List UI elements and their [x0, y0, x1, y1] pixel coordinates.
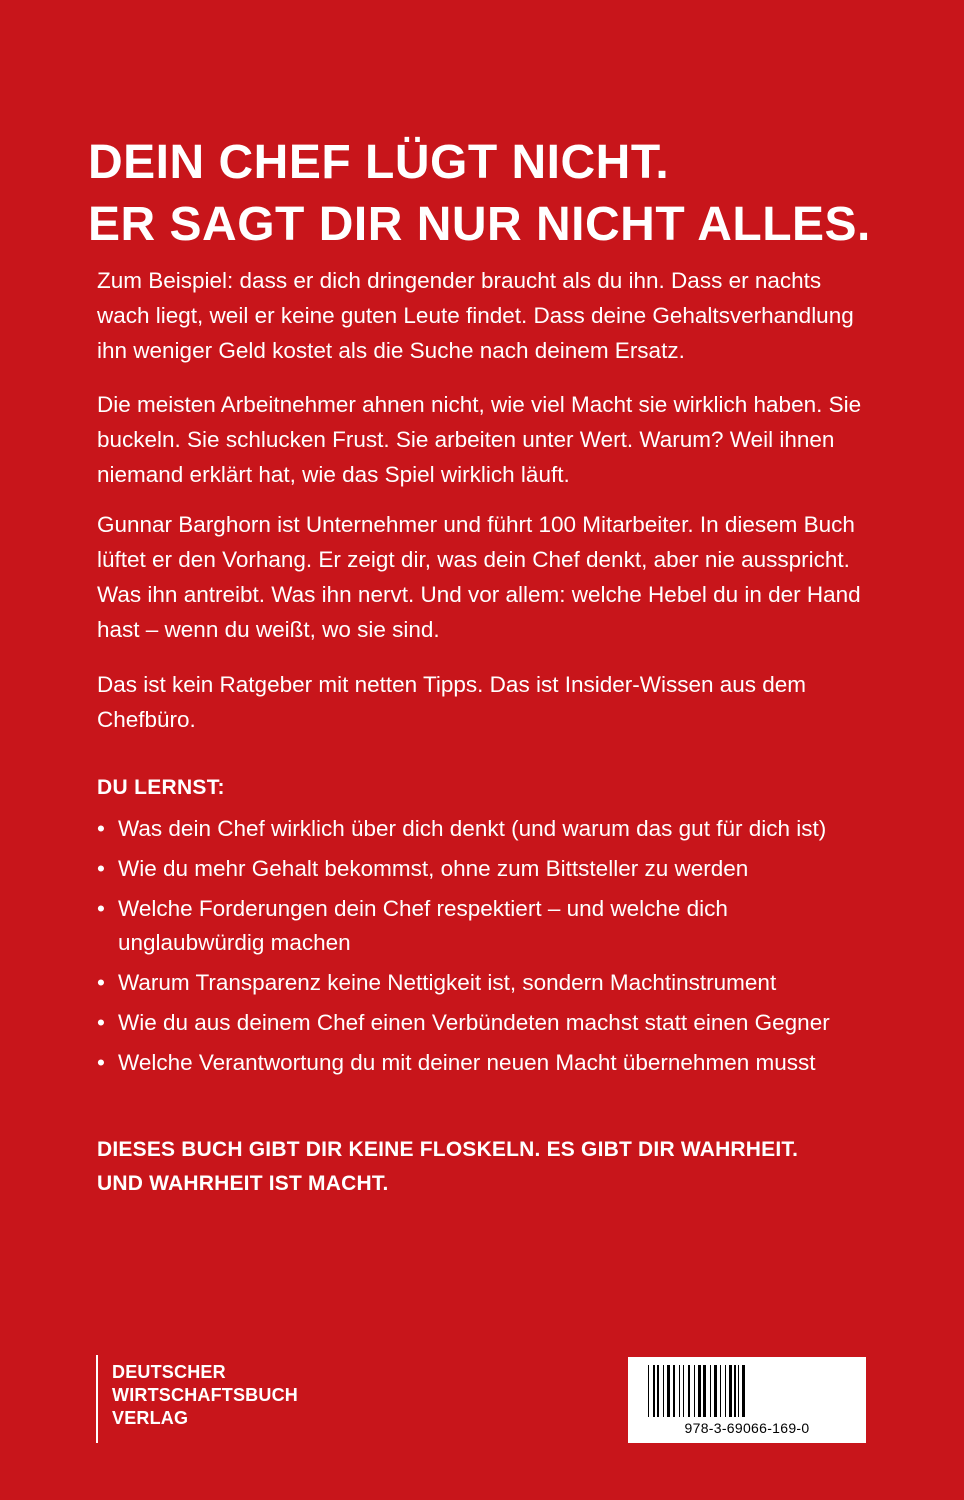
barcode-bar: [725, 1365, 726, 1417]
list-item-text: Wie du aus deinem Chef einen Verbündeten machst statt einen Gegner: [118, 1010, 830, 1035]
paragraph-author: Gunnar Barghorn ist Unternehmer und führt 100 Mitarbeiter. In diesem Buch lüftet er den Vorhang. Er zeigt dir, was dein Chef denkt, aber nie ausspricht. Was ihn antreibt. Was ihn nervt. Und vor allem: welche Hebel du in der Hand hast – wenn du weißt, wo sie sind.: [97, 512, 861, 642]
paragraph-employees: Die meisten Arbeitnehmer ahnen nicht, wie viel Macht sie wirklich haben. Sie buckeln. Sie schlucken Frust. Sie arbeiten unter Wert. Warum? Weil ihnen niemand erklärt hat, wie das Spiel wirklich läuft.: [97, 392, 862, 487]
barcode-bar: [657, 1365, 659, 1417]
bullet-dot-icon: •: [97, 970, 105, 995]
barcode-bar: [653, 1365, 655, 1417]
barcode-bar: [688, 1365, 690, 1417]
barcode-bar: [729, 1365, 732, 1417]
barcode-bar: [710, 1365, 711, 1417]
publisher-line-2: WIRTSCHAFTSBUCH: [112, 1385, 298, 1405]
barcode-bar: [663, 1365, 664, 1417]
paragraph-example: Zum Beispiel: dass er dich dringender braucht als du ihn. Dass er nachts wach liegt, weil er keine guten Leute findet. Dass deine Gehaltsverhandlung ihn weniger Geld kostet als die Suche nach deinem Ersatz.: [97, 268, 854, 363]
closing-statement: [97, 1133, 897, 1201]
barcode-bar: [683, 1365, 684, 1417]
barcode-bar: [734, 1365, 736, 1417]
headline-line-1: DEIN CHEF LÜGT NICHT.: [88, 136, 670, 189]
barcode-bar: [667, 1365, 670, 1417]
headline-line-2: ER SAGT DIR NUR NICHT ALLES.: [88, 198, 871, 251]
list-item: [97, 966, 877, 1000]
list-item: [97, 852, 877, 886]
publisher-logo: [96, 1355, 298, 1443]
list-item-text: Welche Verantwortung du mit deiner neuen Macht übernehmen musst: [118, 1050, 816, 1075]
barcode-bar: [648, 1365, 649, 1417]
barcode-bar: [714, 1365, 717, 1417]
list-item-text: Was dein Chef wirklich über dich denkt (und warum das gut für dich ist): [118, 816, 827, 841]
barcode-bar: [742, 1365, 745, 1417]
publisher-line-1: DEUTSCHER: [112, 1362, 226, 1382]
barcode-bar: [673, 1365, 675, 1417]
headline: [88, 132, 908, 256]
bullet-dot-icon: •: [97, 1050, 105, 1075]
bullet-dot-icon: •: [97, 896, 105, 921]
bullet-dot-icon: •: [97, 816, 105, 841]
list-item: [97, 1006, 877, 1040]
list-item-text: Welche Forderungen dein Chef respektiert – und welche dich unglaubwürdig machen: [118, 896, 728, 955]
bullet-dot-icon: •: [97, 1010, 105, 1035]
learn-heading: DU LERNST:: [97, 776, 225, 799]
barcode-bar: [738, 1365, 739, 1417]
paragraph-insider: Das ist kein Ratgeber mit netten Tipps. Das ist Insider-Wissen aus dem Chefbüro.: [97, 672, 807, 732]
closing-line-1: DIESES BUCH GIBT DIR KEINE FLOSKELN. ES GIBT DIR WAHRHEIT.: [97, 1138, 799, 1161]
barcode-bar: [703, 1365, 706, 1417]
list-item-text: Warum Transparenz keine Nettigkeit ist, sondern Machtinstrument: [118, 970, 777, 995]
barcode-bar: [698, 1365, 701, 1417]
barcode: [628, 1357, 866, 1443]
learn-list: [97, 812, 877, 1086]
publisher-line-3: VERLAG: [112, 1408, 189, 1428]
list-item: [97, 892, 877, 960]
list-item: [97, 1046, 877, 1080]
barcode-bar: [694, 1365, 695, 1417]
barcode-bar: [720, 1365, 721, 1417]
list-item: [97, 812, 877, 846]
closing-line-2: UND WAHRHEIT IST MACHT.: [97, 1172, 389, 1195]
list-item-text: Wie du mehr Gehalt bekommst, ohne zum Bittsteller zu werden: [118, 856, 749, 881]
barcode-bars-icon: [646, 1365, 848, 1417]
bullet-dot-icon: •: [97, 856, 105, 881]
isbn-number: 978-3-69066-169-0: [684, 1420, 810, 1436]
barcode-bar: [679, 1365, 680, 1417]
